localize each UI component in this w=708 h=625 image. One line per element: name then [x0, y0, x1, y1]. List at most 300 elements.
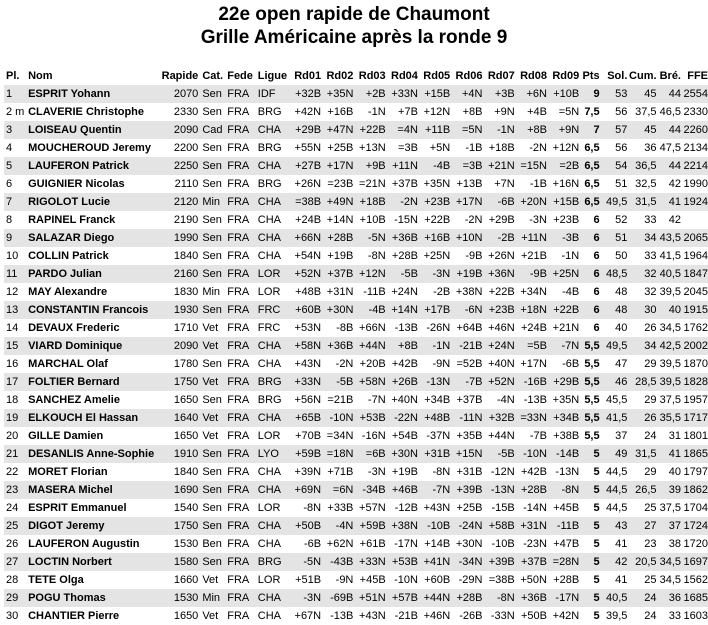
cell-rd07: +18B	[488, 142, 515, 154]
cell-rd07: +26N	[488, 250, 515, 262]
cell-cat: Vet	[202, 574, 219, 586]
cell-rd04: -2N	[386, 193, 418, 211]
table-row	[4, 499, 708, 517]
header-ffe: FFE	[687, 70, 708, 82]
cell-rd08: -14N	[523, 502, 547, 514]
cell-cum: 34	[627, 229, 656, 247]
cell-cat: Vet	[200, 373, 225, 391]
cell-pl: 14	[6, 322, 19, 334]
cell-sol: 44,5	[602, 481, 628, 499]
cell-nom: ESPRIT Emmanuel	[28, 502, 127, 514]
table-row	[4, 319, 708, 337]
cell-rd02: +33B	[327, 502, 354, 514]
cell-ffe: 2260	[681, 121, 708, 139]
cell-ligue: FRC	[256, 301, 289, 319]
cell-rd04: +7B	[398, 106, 418, 118]
cell-ffe: 2214	[681, 157, 708, 175]
cell-ffe: 1957	[683, 394, 708, 406]
cell-rd09: +29B	[547, 373, 579, 391]
cell-nom: MORET Florian	[28, 466, 108, 478]
page-subtitle: Grille Américaine après la ronde 9	[200, 27, 508, 48]
cell-rd04: -10N	[394, 574, 418, 586]
cell-rd06: +35B	[456, 430, 483, 442]
table-row	[4, 517, 708, 535]
cell-rd03: +20B	[359, 358, 386, 370]
cell-fede: FRA	[227, 574, 250, 586]
cell-rd07: -10B	[491, 538, 515, 550]
cell-rd06: +8B	[462, 106, 483, 118]
table-row	[4, 193, 708, 211]
table-row	[4, 337, 708, 355]
cell-rd08: +4B	[527, 106, 547, 118]
cell-ligue: CHA	[256, 337, 289, 355]
cell-nom: CONSTANTIN Francois	[28, 301, 161, 319]
cell-rd05: -2B	[433, 286, 451, 298]
cell-rd09: =2B	[547, 157, 579, 175]
cell-cum: 45	[627, 121, 656, 139]
cell-rd08: +50N	[520, 574, 547, 586]
cell-rd04: +30N	[386, 445, 418, 463]
cell-rd09: -1N	[561, 250, 580, 262]
cell-cat: Min	[200, 193, 225, 211]
header-rd05: Rd05	[423, 70, 451, 82]
cell-rd03: -1N	[367, 106, 386, 118]
cell-rd07: -33N	[490, 610, 515, 622]
cell-rd01: +43N	[294, 358, 322, 370]
cell-rd07: -8N	[482, 589, 514, 607]
cell-sol: 51	[615, 178, 628, 190]
cell-bre: 42	[668, 178, 681, 190]
cell-pl: 11	[4, 265, 28, 283]
cell-rd05: +12N	[423, 106, 451, 118]
cell-rapide: 1750	[161, 517, 201, 535]
cell-rd02: +25B	[327, 142, 354, 154]
cell-rd09: +47B	[553, 538, 580, 550]
cell-rd04: +33N	[386, 85, 418, 103]
cell-rd02: +71B	[327, 466, 354, 478]
cell-rd09: +42N	[552, 610, 580, 622]
cell-bre: 31	[668, 430, 681, 442]
cell-rd05: -8N	[432, 466, 451, 478]
cell-rd08: +50B	[520, 610, 547, 622]
cell-rapide: 1930	[161, 301, 201, 319]
cell-cum: 20,5	[627, 553, 656, 571]
cell-rd04: -5B	[386, 265, 418, 283]
cell-pl: 26	[6, 538, 19, 550]
cell-rd07: =38B	[488, 574, 515, 586]
header-rd08: Rd08	[520, 70, 547, 82]
cell-rapide: 1580	[161, 553, 201, 571]
cell-rapide: 2190	[173, 214, 199, 226]
cell-rd02: -69B	[321, 589, 353, 607]
cell-pts: 5,5	[584, 430, 600, 442]
cell-cat: Sen	[202, 178, 222, 190]
cell-rd08: -10N	[515, 445, 547, 463]
cell-rd05: +43N	[423, 502, 451, 514]
cell-nom: MARCHAL Olaf	[28, 358, 108, 370]
cell-ligue: CHA	[256, 409, 289, 427]
cell-cat: Sen	[202, 358, 222, 370]
cell-rd02: -8B	[336, 322, 354, 334]
cell-sol: 46	[602, 373, 628, 391]
cell-pts: 6	[593, 214, 600, 226]
cell-rd08: -23N	[523, 538, 547, 550]
cell-pl: 30	[6, 610, 19, 622]
cell-pts: 5	[593, 502, 600, 514]
cell-ffe: 1704	[683, 502, 708, 514]
cell-cum: 33	[644, 250, 657, 262]
cell-rd03: +45B	[359, 574, 386, 586]
header-rd01: Rd01	[294, 70, 322, 82]
cell-rd08: -2N	[529, 142, 547, 154]
cell-nom: GUIGNIER Nicolas	[28, 178, 125, 190]
cell-rd07: -1N	[482, 121, 514, 139]
cell-cat: Sen	[202, 394, 222, 406]
table-row	[4, 355, 708, 373]
cell-bre: 37	[657, 517, 681, 535]
cell-rd05: +16B	[418, 229, 450, 247]
cell-cum: 36,5	[627, 157, 656, 175]
cell-rd04: -21B	[394, 610, 418, 622]
cell-pl: 9	[4, 229, 28, 247]
cell-rd02: +31N	[326, 286, 354, 298]
cell-nom: LAUFERON Patrick	[28, 157, 161, 175]
cell-cum: 31,5	[627, 193, 656, 211]
cell-pl: 20	[6, 430, 19, 442]
cell-rd04: +37B	[391, 178, 418, 190]
cell-rd09: +15B	[547, 193, 579, 211]
cell-rd07: +46N	[488, 322, 515, 334]
cell-rapide: 2160	[161, 265, 201, 283]
cell-rd05: -4B	[418, 157, 450, 175]
cell-rd04: -17N	[394, 538, 418, 550]
cell-bre: 41,5	[659, 250, 681, 262]
cell-rd01: +55N	[294, 142, 322, 154]
cell-rd02: =23B	[327, 178, 354, 190]
cell-ligue: CHA	[257, 214, 281, 226]
cell-ffe: 1865	[681, 445, 708, 463]
cell-rd02: +62N	[326, 538, 354, 550]
cell-sol: 48,5	[602, 265, 628, 283]
cell-nom: SANCHEZ Amelie	[28, 394, 120, 406]
cell-ligue: LOR	[257, 286, 281, 298]
cell-fede: FRA	[227, 610, 250, 622]
cell-ligue: CHA	[257, 466, 281, 478]
cell-rd05: +23B	[418, 193, 450, 211]
cell-sol: 47	[615, 358, 628, 370]
cell-bre: 39	[657, 481, 681, 499]
cell-bre: 33	[668, 610, 681, 622]
cell-sol: 44,5	[605, 466, 628, 478]
cell-rd09: +21N	[552, 322, 580, 334]
cell-rd07: +23B	[482, 301, 514, 319]
cell-pl: 17	[4, 373, 28, 391]
cell-rapide: 2110	[174, 178, 199, 190]
cell-sol: 44,5	[605, 502, 628, 514]
cell-pl: 4	[6, 142, 13, 154]
cell-fede: FRA	[225, 553, 256, 571]
cell-pts: 5	[593, 466, 600, 478]
cell-rd03: +53B	[353, 409, 385, 427]
cell-rd05: +25N	[423, 250, 451, 262]
cell-rd01: +27B	[289, 157, 321, 175]
cell-rd06: +39B	[450, 481, 482, 499]
cell-rd06: =5N	[450, 121, 482, 139]
cell-ffe: 1915	[681, 301, 708, 319]
cell-rd09: -11B	[547, 517, 579, 535]
cell-rd04: +38N	[386, 517, 418, 535]
cell-rd08: +8B	[515, 121, 547, 139]
cell-sol: 49	[602, 445, 628, 463]
cell-rd03: +61B	[359, 538, 386, 550]
cell-rd08: +20N	[515, 193, 547, 211]
cell-cum: 32	[627, 265, 656, 283]
cell-rd01: +69N	[289, 481, 321, 499]
cell-cum: 25	[644, 574, 657, 586]
cell-bre: 37,5	[659, 502, 681, 514]
cell-bre: 40	[657, 301, 681, 319]
cell-cat: Sen	[200, 85, 225, 103]
header-cum: Cum.	[629, 70, 657, 82]
cell-rd04: -12B	[394, 502, 418, 514]
cell-rd03: +18B	[353, 193, 385, 211]
cell-fede: FRA	[227, 394, 250, 406]
cell-rd05: +44N	[418, 589, 450, 607]
table-row	[4, 211, 708, 229]
cell-pl: 22	[6, 466, 19, 478]
cell-rd02: =21B	[327, 394, 354, 406]
table-row	[4, 571, 708, 589]
cell-nom: VIARD Dominique	[28, 337, 161, 355]
cell-ligue: CHA	[256, 589, 289, 607]
cell-rd03: =6B	[353, 445, 385, 463]
cell-rd05: +34B	[424, 394, 451, 406]
cell-pl: 29	[4, 589, 28, 607]
cell-rd08: =33N	[515, 409, 547, 427]
cell-rapide: 1540	[173, 502, 199, 514]
cell-pts: 5	[579, 553, 601, 571]
cell-rd07: +9N	[494, 106, 515, 118]
cell-rd05: +41N	[418, 553, 450, 571]
header-sol: Sol.	[607, 70, 628, 82]
cell-sol: 48	[602, 301, 628, 319]
table-row	[4, 229, 708, 247]
header-rd09: Rd09	[552, 70, 580, 82]
cell-cum: 26	[644, 322, 657, 334]
cell-pts: 6	[593, 286, 600, 298]
cell-bre: 37,5	[659, 394, 681, 406]
cell-rd01: -6B	[304, 538, 322, 550]
table-row	[4, 481, 708, 499]
cell-fede: FRA	[227, 286, 250, 298]
cell-sol: 43	[602, 517, 628, 535]
cell-fede: FRA	[225, 517, 256, 535]
cell-rd07: -5B	[482, 445, 514, 463]
cell-rd03: -4B	[353, 301, 385, 319]
cell-rd03: -5N	[353, 229, 385, 247]
cell-rd02: +17N	[321, 157, 353, 175]
cell-rd04: +26B	[386, 373, 418, 391]
cell-rd05: +60B	[424, 574, 451, 586]
cell-pts: 6	[579, 301, 601, 319]
cell-rd03: -8N	[367, 250, 386, 262]
cell-rd01: +39N	[294, 466, 322, 478]
cell-rd05: -10B	[418, 517, 450, 535]
cell-cum: 45	[627, 85, 656, 103]
cell-rd03: +66N	[359, 322, 386, 334]
table-row	[4, 553, 708, 571]
cell-rd06: -11N	[450, 409, 482, 427]
cell-rd02: -5B	[321, 373, 353, 391]
header-bre: Bré.	[659, 70, 681, 82]
cell-cat: Sen	[200, 265, 225, 283]
cell-pl: 6	[6, 178, 13, 190]
cell-rd04: +42B	[391, 358, 418, 370]
cell-pts: 5	[593, 538, 600, 550]
cell-ffe: 1685	[681, 589, 708, 607]
cell-ligue: CHA	[257, 358, 281, 370]
cell-rapide: 1750	[161, 373, 201, 391]
cell-bre: 42,5	[657, 337, 681, 355]
cell-ffe: 1990	[683, 178, 708, 190]
cell-nom: GILLE Damien	[28, 430, 104, 442]
cell-rd08: +18N	[515, 301, 547, 319]
cell-cat: Sen	[200, 481, 225, 499]
cell-cum: 37,5	[635, 106, 657, 118]
cell-fede: FRA	[225, 445, 256, 463]
cell-rapide: 1780	[173, 358, 199, 370]
cell-ffe: 2002	[681, 337, 708, 355]
cell-nom: MASERA Michel	[28, 481, 161, 499]
cell-sol: 42	[602, 553, 628, 571]
cell-rd07: +32B	[482, 409, 514, 427]
cell-ligue: LOR	[257, 574, 281, 586]
cell-rapide: 1710	[173, 322, 199, 334]
cell-ffe: 1797	[683, 466, 708, 478]
cell-cat: Vet	[200, 337, 225, 355]
cell-rd01: +59B	[289, 445, 321, 463]
cell-cum: 33	[644, 214, 657, 226]
cell-fede: FRA	[225, 481, 256, 499]
cell-sol: 48	[615, 286, 628, 298]
cell-nom: LAUFERON Augustin	[28, 538, 140, 550]
table-row	[4, 157, 708, 175]
cell-rd07: -12N	[490, 466, 515, 478]
cell-rapide: 1660	[173, 574, 199, 586]
cell-rd06: +17N	[450, 193, 482, 211]
cell-rd02: -10N	[321, 409, 353, 427]
cell-fede: FRA	[225, 229, 256, 247]
cell-rapide: 1990	[161, 229, 201, 247]
cell-fede: FRA	[227, 178, 250, 190]
cell-pl: 27	[4, 553, 28, 571]
cell-pl: 16	[6, 358, 19, 370]
cell-bre: 43,5	[657, 229, 681, 247]
cell-ffe: 1724	[681, 517, 708, 535]
cell-rd04: -22N	[386, 409, 418, 427]
cell-rd06: -2N	[464, 214, 483, 226]
cell-rapide: 1910	[161, 445, 201, 463]
cell-pl: 10	[6, 250, 19, 262]
cell-rd02: +47N	[321, 121, 353, 139]
cell-ffe: 1870	[683, 358, 708, 370]
cell-pts: 5,5	[579, 409, 601, 427]
cell-bre: 44	[657, 121, 681, 139]
cell-bre: 39,5	[657, 373, 681, 391]
cell-ligue: IDF	[256, 85, 289, 103]
cell-cum: 24	[627, 589, 656, 607]
cell-rd01: +33N	[289, 373, 321, 391]
cell-rd09: +35N	[552, 394, 580, 406]
cell-rd03: +13N	[359, 142, 386, 154]
cell-rd08: -16B	[515, 373, 547, 391]
cell-pts: 6,5	[584, 178, 600, 190]
cell-sol: 54	[602, 157, 628, 175]
cell-rd04: +8B	[386, 337, 418, 355]
cell-nom: MAY Alexandre	[28, 286, 108, 298]
cell-ffe: 1720	[683, 538, 708, 550]
cell-sol: 39,5	[605, 610, 628, 622]
cell-nom: ELKOUCH El Hassan	[28, 409, 161, 427]
cell-rd03: -34B	[353, 481, 385, 499]
cell-bre: 34,5	[657, 553, 681, 571]
cell-nom: ESPRIT Yohann	[28, 85, 161, 103]
cell-rd07: +58B	[482, 517, 514, 535]
cell-rd05: +15B	[418, 85, 450, 103]
cell-rd09: -17N	[547, 589, 579, 607]
cell-pts: 7	[579, 121, 601, 139]
cell-rd01: +52N	[289, 265, 321, 283]
cell-pl: 1	[4, 85, 28, 103]
cell-pts: 5	[579, 445, 601, 463]
cell-rd04: +36B	[386, 229, 418, 247]
cell-ffe: 1924	[681, 193, 708, 211]
cell-rd09: -13N	[555, 466, 580, 478]
cell-bre: 42	[668, 214, 681, 226]
table-row	[4, 535, 708, 553]
table-row	[4, 139, 708, 157]
cell-sol: 56	[615, 142, 628, 154]
cell-bre: 46,5	[659, 106, 681, 118]
cell-cat: Sen	[200, 553, 225, 571]
cell-fede: FRA	[227, 106, 250, 118]
cell-fede: FRA	[227, 502, 250, 514]
table-row	[4, 265, 708, 283]
cell-rd02: +19B	[327, 250, 354, 262]
cell-pl: 21	[4, 445, 28, 463]
cell-cat: Sen	[202, 502, 222, 514]
cell-ffe: 2045	[683, 286, 708, 298]
cell-rd03: +51N	[353, 589, 385, 607]
cell-cum: 32,5	[635, 178, 657, 190]
cell-fede: FRA	[227, 466, 250, 478]
cell-rd09: +16N	[552, 178, 580, 190]
cell-rd04: +11N	[386, 157, 418, 175]
cell-rd09: -6B	[562, 358, 580, 370]
cell-rapide: 1650	[173, 394, 199, 406]
cell-fede: FRA	[227, 538, 250, 550]
cell-rd01: +58N	[289, 337, 321, 355]
cell-rd05: +17B	[418, 301, 450, 319]
cell-fede: FRA	[227, 322, 250, 334]
cell-pts: 5,5	[584, 394, 600, 406]
cell-rd08: +37B	[515, 553, 547, 571]
cell-rd01: +24B	[295, 214, 322, 226]
cell-cum: 28,5	[627, 373, 656, 391]
cell-nom: POGU Thomas	[28, 589, 161, 607]
header-rd06: Rd06	[455, 70, 483, 82]
cell-rd01: +70B	[295, 430, 322, 442]
